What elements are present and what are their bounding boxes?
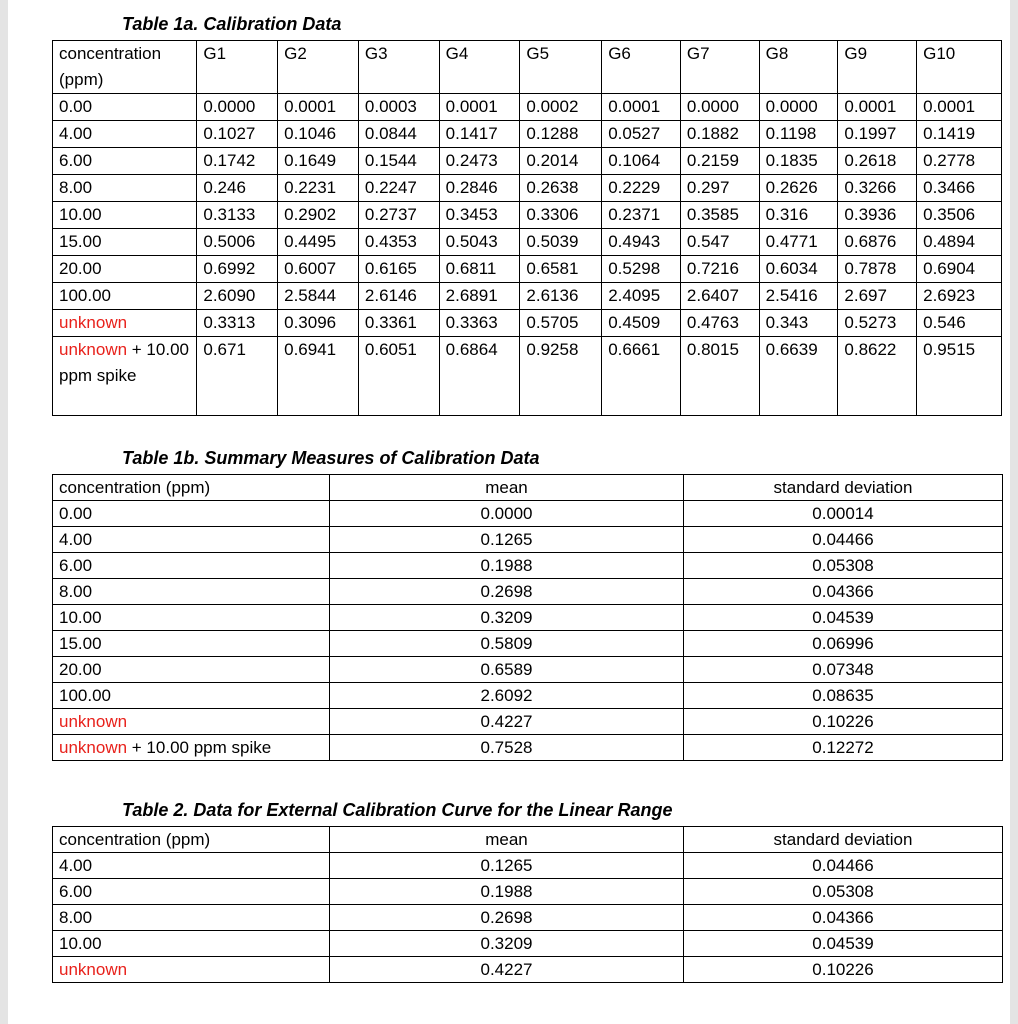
table-cell: 2.6407 <box>680 283 759 310</box>
table-cell: 0.6864 <box>439 337 520 416</box>
table-cell: 0.1064 <box>602 148 681 175</box>
mean-cell: 0.1265 <box>330 853 684 879</box>
column-header-mean: mean <box>330 827 684 853</box>
standard-deviation-cell: 0.04466 <box>684 527 1003 553</box>
table-cell: 0.6007 <box>278 256 359 283</box>
table-cell: 0.0000 <box>680 94 759 121</box>
row-label: 10.00 <box>53 202 197 229</box>
table-cell: 0.2618 <box>838 148 917 175</box>
table-cell: 2.697 <box>838 283 917 310</box>
table-row <box>53 683 1003 709</box>
table-cell: 2.4095 <box>602 283 681 310</box>
table-cell: 0.6639 <box>759 337 838 416</box>
table-row <box>53 605 1003 631</box>
table-cell: 0.2247 <box>358 175 439 202</box>
standard-deviation-cell: 0.08635 <box>684 683 1003 709</box>
table-cell: 0.1742 <box>197 148 278 175</box>
table-row <box>53 148 1002 175</box>
table-cell: 0.6034 <box>759 256 838 283</box>
table-cell: 0.3363 <box>439 310 520 337</box>
table-cell: 2.6146 <box>358 283 439 310</box>
row-label: unknown <box>53 957 330 983</box>
table-row <box>53 709 1003 735</box>
right-margin <box>1010 0 1018 1024</box>
standard-deviation-cell: 0.05308 <box>684 553 1003 579</box>
table-cell: 0.2371 <box>602 202 681 229</box>
table-cell: 0.6051 <box>358 337 439 416</box>
summary-measures-table <box>52 474 1003 761</box>
column-header-concentration: concentration (ppm) <box>53 827 330 853</box>
table-cell: 0.8622 <box>838 337 917 416</box>
table-1a-caption: Table 1a. Calibration Data <box>122 14 342 34</box>
standard-deviation-cell: 0.12272 <box>684 735 1003 761</box>
table-cell: 0.2229 <box>602 175 681 202</box>
table-2-caption: Table 2. Data for External Calibration Curve for the Linear Range <box>122 800 673 820</box>
table-cell: 0.2737 <box>358 202 439 229</box>
table-cell: 0.5273 <box>838 310 917 337</box>
table-cell: 0.3466 <box>917 175 1002 202</box>
row-label: 0.00 <box>53 94 197 121</box>
row-label: 6.00 <box>53 148 197 175</box>
mean-cell: 0.2698 <box>330 905 684 931</box>
table-cell: 0.6941 <box>278 337 359 416</box>
table-row <box>53 631 1003 657</box>
table-cell: 0.6165 <box>358 256 439 283</box>
table-cell: 0.9258 <box>520 337 602 416</box>
table-cell: 0.1288 <box>520 121 602 148</box>
column-header-g9: G9 <box>838 41 917 94</box>
external-calibration-table <box>52 826 1003 983</box>
table-cell: 0.316 <box>759 202 838 229</box>
table-row <box>53 657 1003 683</box>
column-header-g5: G5 <box>520 41 602 94</box>
row-label: 8.00 <box>53 905 330 931</box>
table-row <box>53 853 1003 879</box>
table-cell: 2.5416 <box>759 283 838 310</box>
table-cell: 0.3585 <box>680 202 759 229</box>
column-header-g6: G6 <box>602 41 681 94</box>
table-cell: 0.2014 <box>520 148 602 175</box>
standard-deviation-cell: 0.07348 <box>684 657 1003 683</box>
row-label: 0.00 <box>53 501 330 527</box>
table-cell: 0.0001 <box>602 94 681 121</box>
mean-cell: 0.4227 <box>330 957 684 983</box>
row-label: unknown <box>53 310 197 337</box>
table-cell: 0.4353 <box>358 229 439 256</box>
table-cell: 0.6661 <box>602 337 681 416</box>
table-cell: 0.671 <box>197 337 278 416</box>
standard-deviation-cell: 0.06996 <box>684 631 1003 657</box>
table-row <box>53 957 1003 983</box>
table-cell: 0.297 <box>680 175 759 202</box>
row-label: unknown <box>53 709 330 735</box>
mean-cell: 0.3209 <box>330 931 684 957</box>
table-cell: 0.2778 <box>917 148 1002 175</box>
row-label: 20.00 <box>53 657 330 683</box>
table-cell: 0.8015 <box>680 337 759 416</box>
table-cell: 0.0527 <box>602 121 681 148</box>
mean-cell: 0.6589 <box>330 657 684 683</box>
table-row <box>53 931 1003 957</box>
mean-cell: 2.6092 <box>330 683 684 709</box>
table-cell: 0.3453 <box>439 202 520 229</box>
table-cell: 0.3361 <box>358 310 439 337</box>
table-cell: 0.3133 <box>197 202 278 229</box>
row-label: 100.00 <box>53 283 197 310</box>
table-row <box>53 202 1002 229</box>
table-cell: 0.3936 <box>838 202 917 229</box>
header-row <box>53 827 1003 853</box>
table-row <box>53 579 1003 605</box>
column-header-g4: G4 <box>439 41 520 94</box>
table-cell: 0.5006 <box>197 229 278 256</box>
table-cell: 0.1882 <box>680 121 759 148</box>
table-cell: 0.246 <box>197 175 278 202</box>
table-cell: 0.2846 <box>439 175 520 202</box>
table-cell: 0.6811 <box>439 256 520 283</box>
table-cell: 0.0844 <box>358 121 439 148</box>
table-cell: 0.3506 <box>917 202 1002 229</box>
table-cell: 0.3266 <box>838 175 917 202</box>
table-1b-caption: Table 1b. Summary Measures of Calibration Data <box>122 448 540 468</box>
table-cell: 0.5039 <box>520 229 602 256</box>
row-label <box>53 337 197 416</box>
row-label-unknown: unknown <box>59 340 128 359</box>
row-label-spike: + 10.00 ppm spike <box>59 340 189 385</box>
table-cell: 0.4943 <box>602 229 681 256</box>
mean-cell: 0.3209 <box>330 605 684 631</box>
standard-deviation-cell: 0.10226 <box>684 957 1003 983</box>
table-cell: 0.1544 <box>358 148 439 175</box>
table-row <box>53 527 1003 553</box>
table-cell: 0.6581 <box>520 256 602 283</box>
column-header-g7: G7 <box>680 41 759 94</box>
standard-deviation-cell: 0.05308 <box>684 879 1003 905</box>
table-row <box>53 283 1002 310</box>
table-cell: 0.4495 <box>278 229 359 256</box>
table-cell: 2.5844 <box>278 283 359 310</box>
row-label-spike: + 10.00 ppm spike <box>127 738 272 757</box>
left-margin <box>0 0 8 1024</box>
table-row <box>53 501 1003 527</box>
row-label: 100.00 <box>53 683 330 709</box>
table-cell: 0.2159 <box>680 148 759 175</box>
column-header-g8: G8 <box>759 41 838 94</box>
table-cell: 0.4894 <box>917 229 1002 256</box>
table-cell: 0.2638 <box>520 175 602 202</box>
mean-cell: 0.7528 <box>330 735 684 761</box>
table-cell: 0.9515 <box>917 337 1002 416</box>
table-cell: 0.0000 <box>197 94 278 121</box>
row-label: 10.00 <box>53 605 330 631</box>
header-row <box>53 475 1003 501</box>
row-label: 20.00 <box>53 256 197 283</box>
row-label: 8.00 <box>53 175 197 202</box>
table-cell: 0.3313 <box>197 310 278 337</box>
table-cell: 2.6891 <box>439 283 520 310</box>
table-row <box>53 229 1002 256</box>
table-row <box>53 175 1002 202</box>
row-label: 8.00 <box>53 579 330 605</box>
column-header-standard-deviation: standard deviation <box>684 827 1003 853</box>
table-cell: 0.2231 <box>278 175 359 202</box>
table-cell: 0.546 <box>917 310 1002 337</box>
standard-deviation-cell: 0.04366 <box>684 579 1003 605</box>
column-header-g10: G10 <box>917 41 1002 94</box>
table-cell: 0.5705 <box>520 310 602 337</box>
table-cell: 0.343 <box>759 310 838 337</box>
table-row <box>53 905 1003 931</box>
standard-deviation-cell: 0.04366 <box>684 905 1003 931</box>
table-cell: 0.0002 <box>520 94 602 121</box>
row-label: 4.00 <box>53 853 330 879</box>
mean-cell: 0.1988 <box>330 879 684 905</box>
table-cell: 0.7878 <box>838 256 917 283</box>
table-cell: 0.1649 <box>278 148 359 175</box>
table-row-spike <box>53 337 1002 416</box>
table-row <box>53 256 1002 283</box>
table-row <box>53 94 1002 121</box>
column-header-g2: G2 <box>278 41 359 94</box>
table-row <box>53 879 1003 905</box>
row-label: 15.00 <box>53 631 330 657</box>
row-label <box>53 735 330 761</box>
standard-deviation-cell: 0.04466 <box>684 853 1003 879</box>
table-cell: 0.1417 <box>439 121 520 148</box>
table-cell: 0.0001 <box>917 94 1002 121</box>
table-row <box>53 310 1002 337</box>
table-cell: 0.7216 <box>680 256 759 283</box>
table-cell: 0.2626 <box>759 175 838 202</box>
row-label: 4.00 <box>53 121 197 148</box>
mean-cell: 0.4227 <box>330 709 684 735</box>
table-cell: 0.3306 <box>520 202 602 229</box>
table-row <box>53 553 1003 579</box>
row-label: 6.00 <box>53 553 330 579</box>
column-header-standard-deviation: standard deviation <box>684 475 1003 501</box>
column-header-mean: mean <box>330 475 684 501</box>
table-cell: 0.6904 <box>917 256 1002 283</box>
standard-deviation-cell: 0.00014 <box>684 501 1003 527</box>
row-label: 10.00 <box>53 931 330 957</box>
header-row <box>53 41 1002 94</box>
column-header-g3: G3 <box>358 41 439 94</box>
table-cell: 0.6876 <box>838 229 917 256</box>
table-cell: 0.0000 <box>759 94 838 121</box>
table-cell: 0.1027 <box>197 121 278 148</box>
column-header-g1: G1 <box>197 41 278 94</box>
table-cell: 0.1835 <box>759 148 838 175</box>
standard-deviation-cell: 0.04539 <box>684 605 1003 631</box>
mean-cell: 0.1988 <box>330 553 684 579</box>
mean-cell: 0.1265 <box>330 527 684 553</box>
table-cell: 2.6923 <box>917 283 1002 310</box>
table-cell: 0.1046 <box>278 121 359 148</box>
row-label-unknown: unknown <box>59 738 128 757</box>
table-cell: 0.4509 <box>602 310 681 337</box>
table-cell: 0.1198 <box>759 121 838 148</box>
table-cell: 0.0001 <box>439 94 520 121</box>
mean-cell: 0.5809 <box>330 631 684 657</box>
column-header-concentration: concentration (ppm) <box>53 475 330 501</box>
row-label: 6.00 <box>53 879 330 905</box>
row-label: 4.00 <box>53 527 330 553</box>
table-cell: 0.0001 <box>838 94 917 121</box>
table-cell: 0.4763 <box>680 310 759 337</box>
table-cell: 0.6992 <box>197 256 278 283</box>
table-cell: 0.5298 <box>602 256 681 283</box>
table-cell: 2.6090 <box>197 283 278 310</box>
table-row-spike <box>53 735 1003 761</box>
mean-cell: 0.2698 <box>330 579 684 605</box>
table-cell: 0.3096 <box>278 310 359 337</box>
table-cell: 0.5043 <box>439 229 520 256</box>
table-cell: 0.0003 <box>358 94 439 121</box>
calibration-data-table <box>52 40 1002 416</box>
column-header-concentration: concentration (ppm) <box>53 41 197 94</box>
standard-deviation-cell: 0.10226 <box>684 709 1003 735</box>
table-cell: 2.6136 <box>520 283 602 310</box>
row-label: 15.00 <box>53 229 197 256</box>
table-cell: 0.0001 <box>278 94 359 121</box>
table-cell: 0.2473 <box>439 148 520 175</box>
standard-deviation-cell: 0.04539 <box>684 931 1003 957</box>
table-cell: 0.4771 <box>759 229 838 256</box>
table-cell: 0.1997 <box>838 121 917 148</box>
table-row <box>53 121 1002 148</box>
table-cell: 0.2902 <box>278 202 359 229</box>
table-cell: 0.547 <box>680 229 759 256</box>
mean-cell: 0.0000 <box>330 501 684 527</box>
table-cell: 0.1419 <box>917 121 1002 148</box>
